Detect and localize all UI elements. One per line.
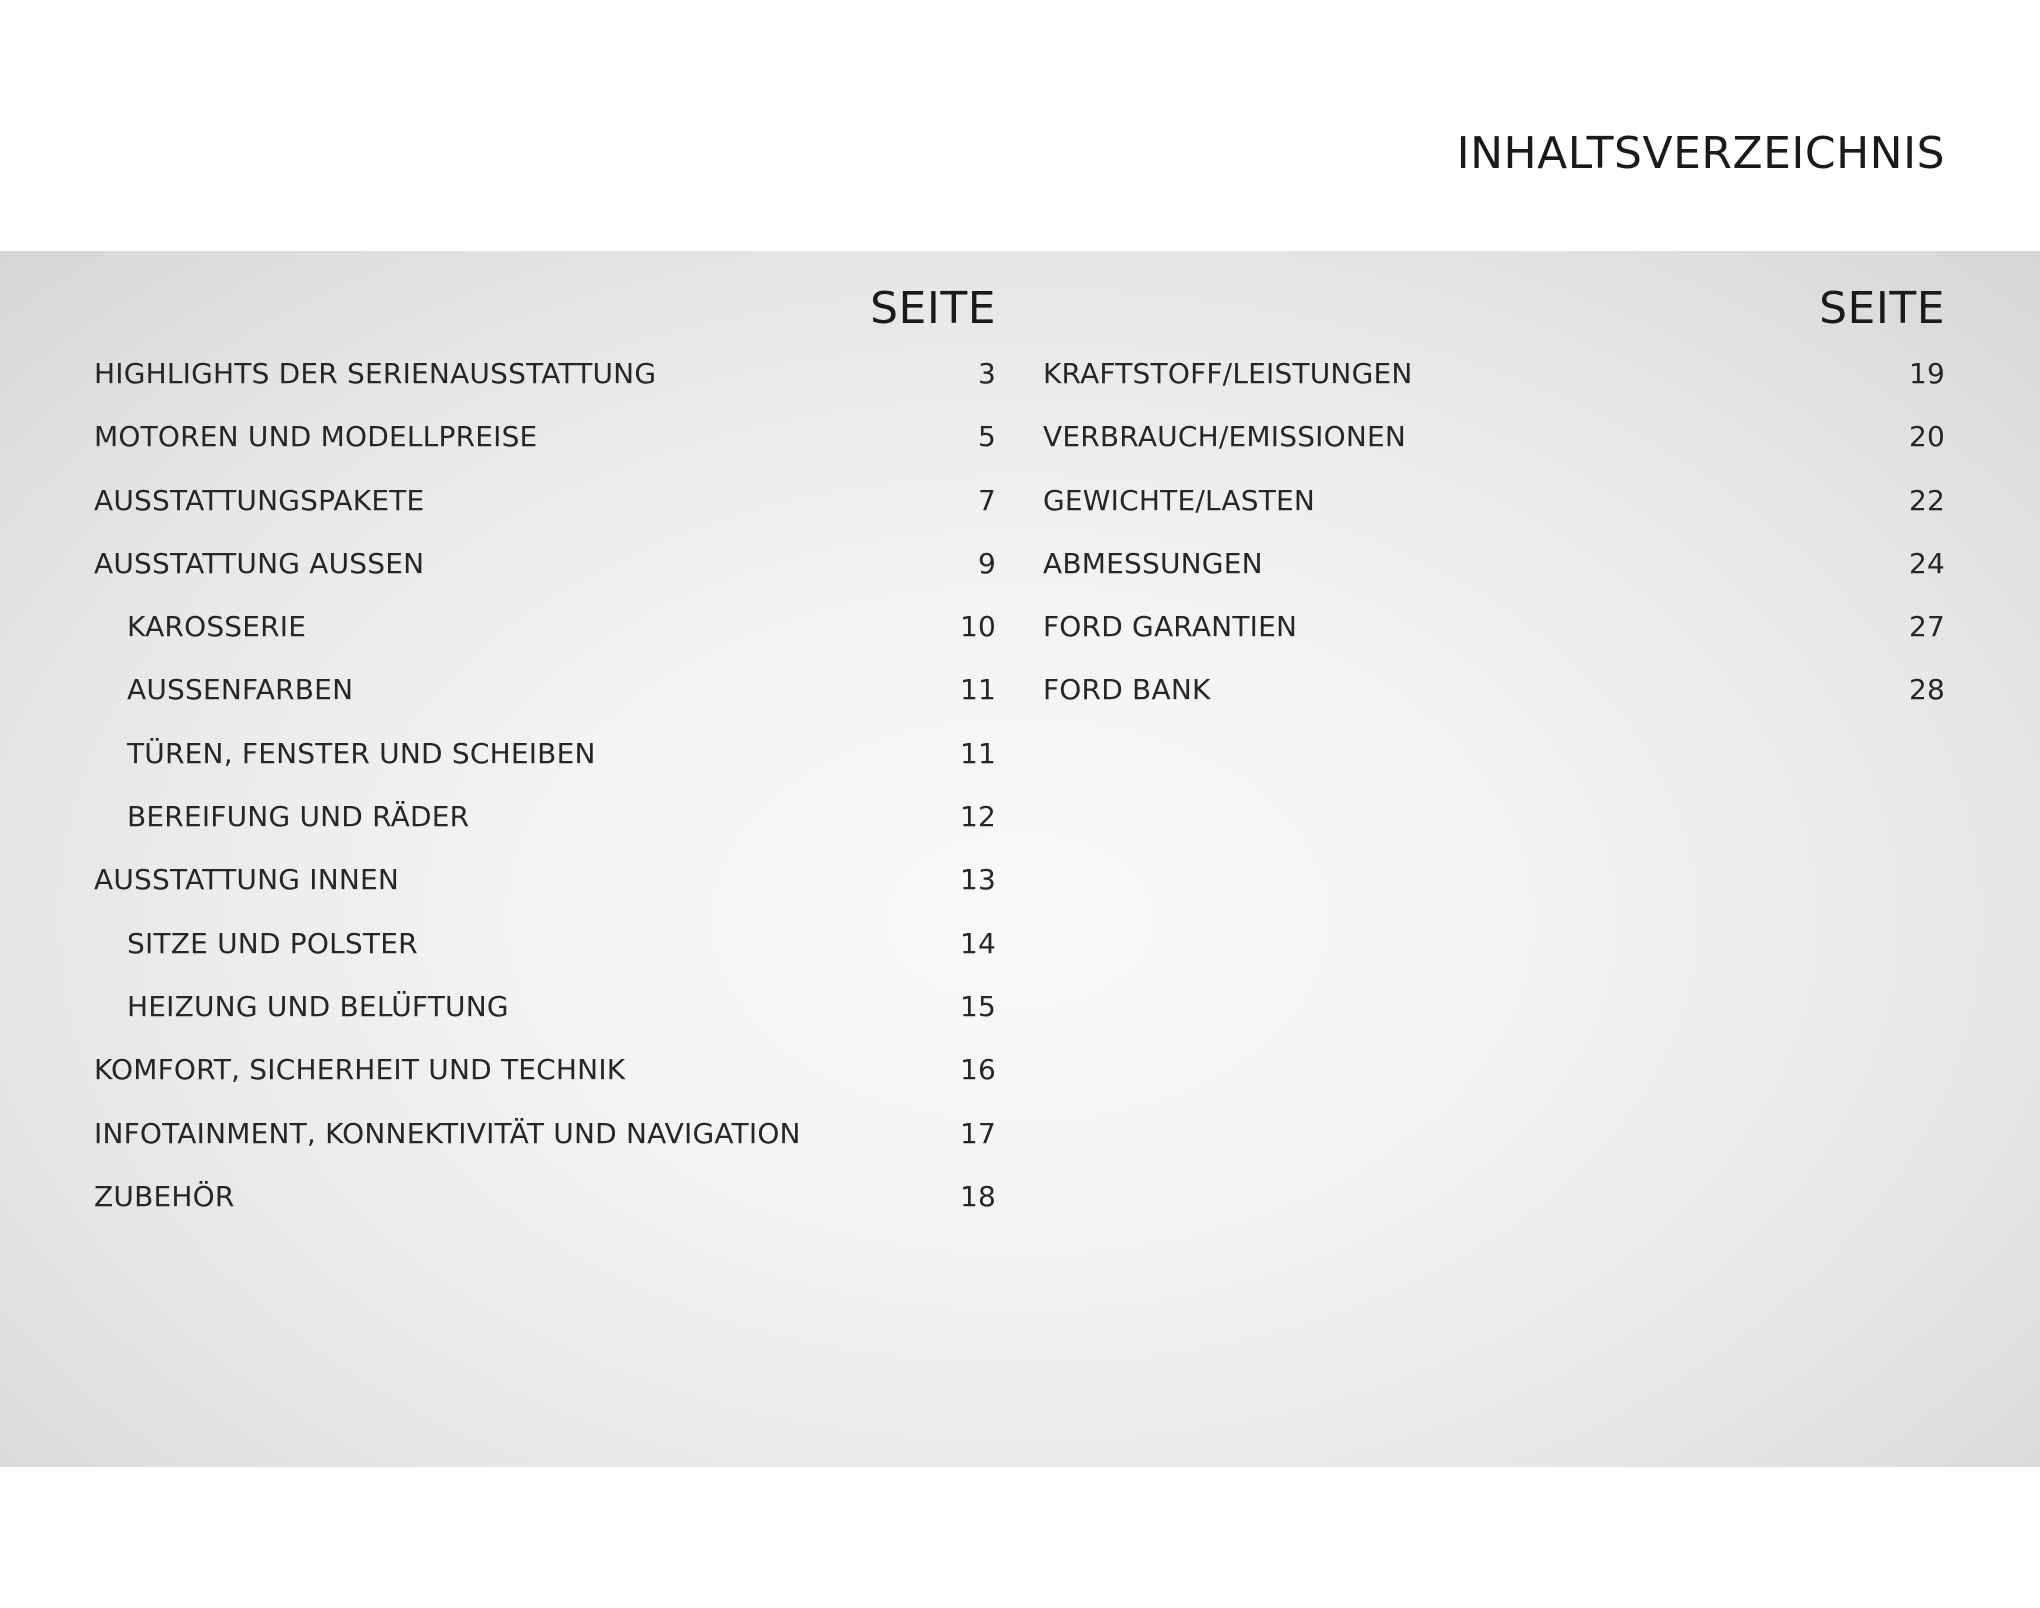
toc-subentry[interactable] <box>94 793 996 856</box>
toc-entry-page: 22 <box>1908 483 1945 517</box>
toc-entry-label: KAROSSERIE <box>127 610 307 644</box>
table-of-contents-panel <box>0 251 2040 1467</box>
toc-entry-page: 27 <box>1908 610 1945 644</box>
toc-entry-label: TÜREN, FENSTER UND SCHEIBEN <box>127 736 596 770</box>
toc-entry-label: KRAFTSTOFF/LEISTUNGEN <box>1043 357 1413 390</box>
toc-entries <box>1043 350 1945 730</box>
toc-entry-label: HIGHLIGHTS DER SERIENAUSSTATTUNG <box>94 357 657 390</box>
toc-subentry[interactable] <box>94 730 996 793</box>
toc-entry-page: 5 <box>977 420 996 454</box>
toc-entry-label: FORD GARANTIEN <box>1043 610 1298 644</box>
toc-entry-page: 14 <box>959 926 996 960</box>
toc-entry[interactable] <box>94 856 996 919</box>
toc-entry-page: 16 <box>959 1053 996 1087</box>
toc-entry-label: AUSSENFARBEN <box>127 673 354 707</box>
toc-entry-page: 17 <box>959 1116 996 1150</box>
toc-entry-page: 11 <box>959 673 996 707</box>
toc-entry-label: INFOTAINMENT, KONNEKTIVITÄT UND NAVIGATION <box>94 1116 801 1150</box>
toc-entry-label: FORD BANK <box>1043 673 1211 707</box>
toc-subentry[interactable] <box>94 920 996 983</box>
toc-entry-page: 13 <box>959 863 996 897</box>
toc-entry-page: 3 <box>977 357 996 390</box>
toc-entry-label: MOTOREN UND MODELLPREISE <box>94 420 538 454</box>
toc-entry-page: 20 <box>1908 420 1945 454</box>
toc-entry[interactable] <box>94 1046 996 1109</box>
toc-entry[interactable] <box>1043 350 1945 413</box>
toc-entry-label: SITZE UND POLSTER <box>127 926 418 960</box>
toc-subentry[interactable] <box>94 603 996 666</box>
toc-entry-label: AUSSTATTUNGSPAKETE <box>94 483 425 517</box>
toc-entry[interactable] <box>94 540 996 603</box>
toc-entry[interactable] <box>1043 413 1945 476</box>
toc-entry-page: 18 <box>959 1179 996 1213</box>
toc-entry-label: ABMESSUNGEN <box>1043 546 1263 580</box>
page-column-header: SEITE <box>1819 283 1945 334</box>
toc-entry-page: 10 <box>959 610 996 644</box>
toc-entry[interactable] <box>94 413 996 476</box>
toc-entry-label: KOMFORT, SICHERHEIT UND TECHNIK <box>94 1053 626 1087</box>
toc-entry-page: 9 <box>977 546 996 580</box>
toc-entry-label: GEWICHTE/LASTEN <box>1043 483 1316 517</box>
page-column-header: SEITE <box>870 283 996 334</box>
toc-entry[interactable] <box>1043 477 1945 540</box>
toc-entry[interactable] <box>94 477 996 540</box>
toc-entry-page: 15 <box>959 989 996 1023</box>
toc-entry-page: 11 <box>959 736 996 770</box>
toc-entry[interactable] <box>94 1173 996 1236</box>
toc-subentry[interactable] <box>94 666 996 729</box>
toc-entry[interactable] <box>1043 603 1945 666</box>
toc-entry-label: BEREIFUNG UND RÄDER <box>127 800 470 834</box>
toc-entry-label: VERBRAUCH/EMISSIONEN <box>1043 420 1407 454</box>
page-title: INHALTSVERZEICHNIS <box>1456 128 1945 179</box>
toc-entry-page: 12 <box>959 800 996 834</box>
toc-entry[interactable] <box>1043 540 1945 603</box>
toc-entry[interactable] <box>94 1110 996 1173</box>
toc-entries <box>94 350 996 1236</box>
toc-entry-page: 24 <box>1908 546 1945 580</box>
toc-entry[interactable] <box>1043 666 1945 729</box>
toc-entry-label: AUSSTATTUNG INNEN <box>94 863 400 897</box>
toc-entry-label: HEIZUNG UND BELÜFTUNG <box>127 989 509 1023</box>
toc-entry-label: AUSSTATTUNG AUSSEN <box>94 546 425 580</box>
toc-entry[interactable] <box>94 350 996 413</box>
toc-entry-label: ZUBEHÖR <box>94 1179 235 1213</box>
toc-entry-page: 28 <box>1908 673 1945 707</box>
toc-entry-page: 19 <box>1908 357 1945 390</box>
toc-entry-page: 7 <box>977 483 996 517</box>
toc-subentry[interactable] <box>94 983 996 1046</box>
